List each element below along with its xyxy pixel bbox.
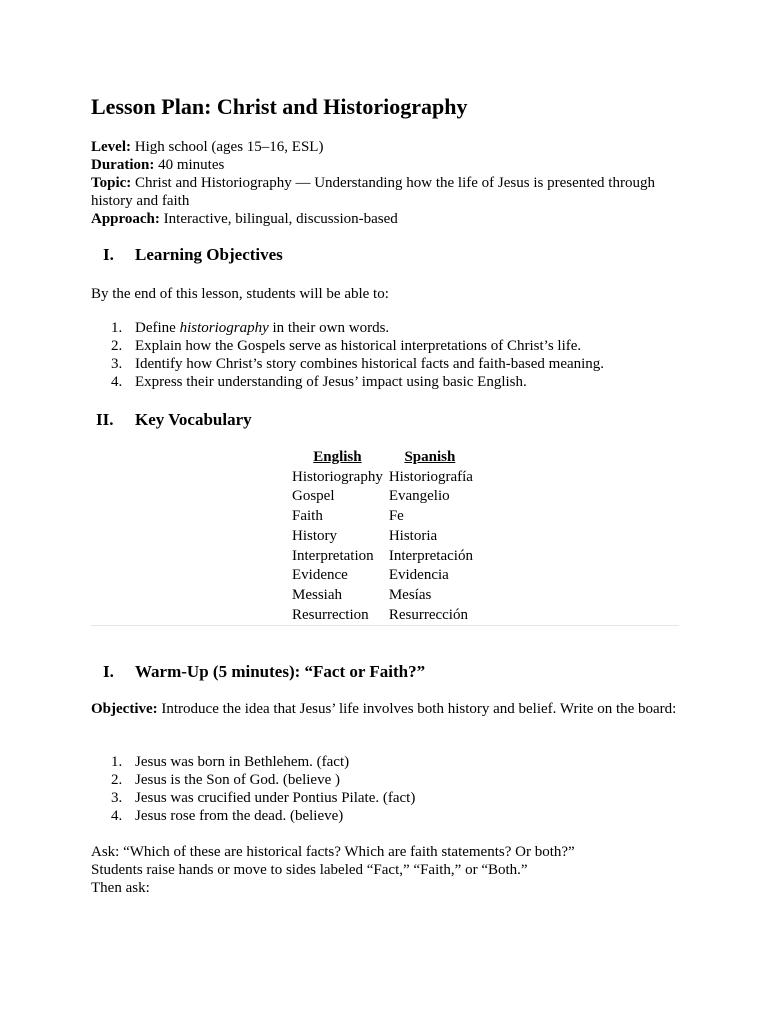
instruction-line: Students raise hands or move to sides labeled “Fact,” “Faith,” or “Both.” (91, 862, 528, 878)
section-title: Key Vocabulary (135, 410, 252, 429)
list-number: 2. (111, 772, 123, 788)
meta-approach-label: Approach: (91, 211, 160, 227)
table-row (290, 507, 475, 527)
list-item-text: Jesus rose from the dead. (believe) (135, 808, 344, 824)
list-item-emphasis: historiography (179, 320, 269, 336)
cell-spanish: Fe (388, 508, 404, 525)
table-row (290, 527, 475, 547)
cell-english: Gospel (292, 488, 335, 505)
document-title: Lesson Plan: Christ and Historiography (91, 94, 468, 119)
section-numeral: I. (103, 662, 114, 681)
list-item (91, 337, 681, 355)
list-item-text: Explain how the Gospels serve as historical interpretations of Christ’s life. (135, 338, 582, 354)
list-number: 3. (111, 790, 123, 806)
list-item-text: Identify how Christ’s story combines historical facts and faith-based meaning. (135, 356, 605, 372)
vocabulary-table (290, 448, 475, 625)
list-item (91, 319, 681, 337)
meta-level-value: High school (ages 15–16, ESL) (130, 139, 324, 155)
list-item (91, 355, 681, 373)
list-number: 1. (111, 754, 123, 770)
section-divider (91, 625, 679, 626)
meta-approach-value: Interactive, bilingual, discussion-based (159, 211, 398, 227)
cell-english: Messiah (292, 586, 342, 603)
list-number: 1. (111, 320, 123, 336)
list-item (91, 753, 681, 771)
lesson-meta (91, 138, 681, 228)
list-number: 4. (111, 808, 123, 824)
list-item-text: Jesus is the Son of God. (believe ) (135, 772, 340, 788)
list-item (91, 373, 681, 391)
cell-english: Resurrection (292, 606, 369, 623)
table-row (290, 547, 475, 567)
section-title: Learning Objectives (135, 245, 283, 264)
column-header-english: English (313, 449, 362, 465)
list-item-text-pre: Define (135, 320, 180, 336)
meta-topic-value: Christ and Historiography — Understanding how the life of Jesus is presented through history and faith (91, 175, 655, 209)
cell-spanish: Historia (388, 527, 438, 544)
meta-duration-label: Duration: (91, 157, 155, 173)
objective-label: Objective: (91, 701, 158, 717)
list-item-text: Jesus was crucified under Pontius Pilate. (fact) (135, 790, 416, 806)
section-numeral: I. (103, 245, 114, 264)
list-number: 3. (111, 356, 123, 372)
section-numeral: II. (96, 410, 114, 429)
meta-topic-label: Topic: (91, 175, 132, 191)
instruction-line: Ask: “Which of these are historical facts? Which are faith statements? Or both?” (91, 844, 575, 860)
list-item (91, 789, 681, 807)
cell-english: History (292, 527, 337, 544)
cell-spanish: Resurrección (388, 606, 468, 623)
warm-up-instructions (91, 843, 681, 897)
column-header-spanish: Spanish (404, 449, 456, 465)
table-header-row (290, 448, 475, 468)
cell-english: Interpretation (292, 547, 374, 564)
meta-approach (91, 210, 681, 228)
meta-duration (91, 156, 681, 174)
objectives-list (91, 319, 681, 391)
meta-level-label: Level: (91, 139, 131, 155)
table-row (290, 487, 475, 507)
cell-spanish: Mesías (388, 586, 432, 603)
cell-spanish: Historiografía (388, 468, 473, 485)
meta-topic (91, 174, 681, 210)
list-item-text-post: in their own words. (268, 320, 390, 336)
list-item-text: Jesus was born in Bethlehem. (fact) (135, 754, 350, 770)
table-row (290, 566, 475, 586)
cell-spanish: Interpretación (388, 547, 473, 564)
list-number: 4. (111, 374, 123, 390)
section-title: Warm-Up (5 minutes): “Fact or Faith?” (135, 662, 426, 681)
warm-up-objective (91, 700, 681, 718)
list-number: 2. (111, 338, 123, 354)
section-heading-learning-objectives (91, 245, 283, 265)
instruction-line: Then ask: (91, 880, 150, 896)
warm-up-statements-list (91, 753, 681, 825)
section-heading-warm-up (91, 662, 425, 682)
cell-spanish: Evangelio (388, 488, 450, 505)
list-item (91, 807, 681, 825)
table-row (290, 468, 475, 488)
table-row (290, 606, 475, 626)
list-item-text: Express their understanding of Jesus’ impact using basic English. (135, 374, 527, 390)
meta-duration-value: 40 minutes (154, 157, 225, 173)
objectives-intro: By the end of this lesson, students will be able to: (91, 286, 389, 302)
objective-text: Introduce the idea that Jesus’ life involves both history and belief. Write on the board: (157, 701, 677, 717)
cell-english: Historiography (292, 468, 383, 485)
cell-english: Faith (292, 508, 323, 525)
list-item (91, 771, 681, 789)
cell-english: Evidence (292, 567, 348, 584)
cell-spanish: Evidencia (388, 567, 449, 584)
section-heading-key-vocabulary (91, 410, 252, 430)
meta-level (91, 138, 681, 156)
table-row (290, 586, 475, 606)
